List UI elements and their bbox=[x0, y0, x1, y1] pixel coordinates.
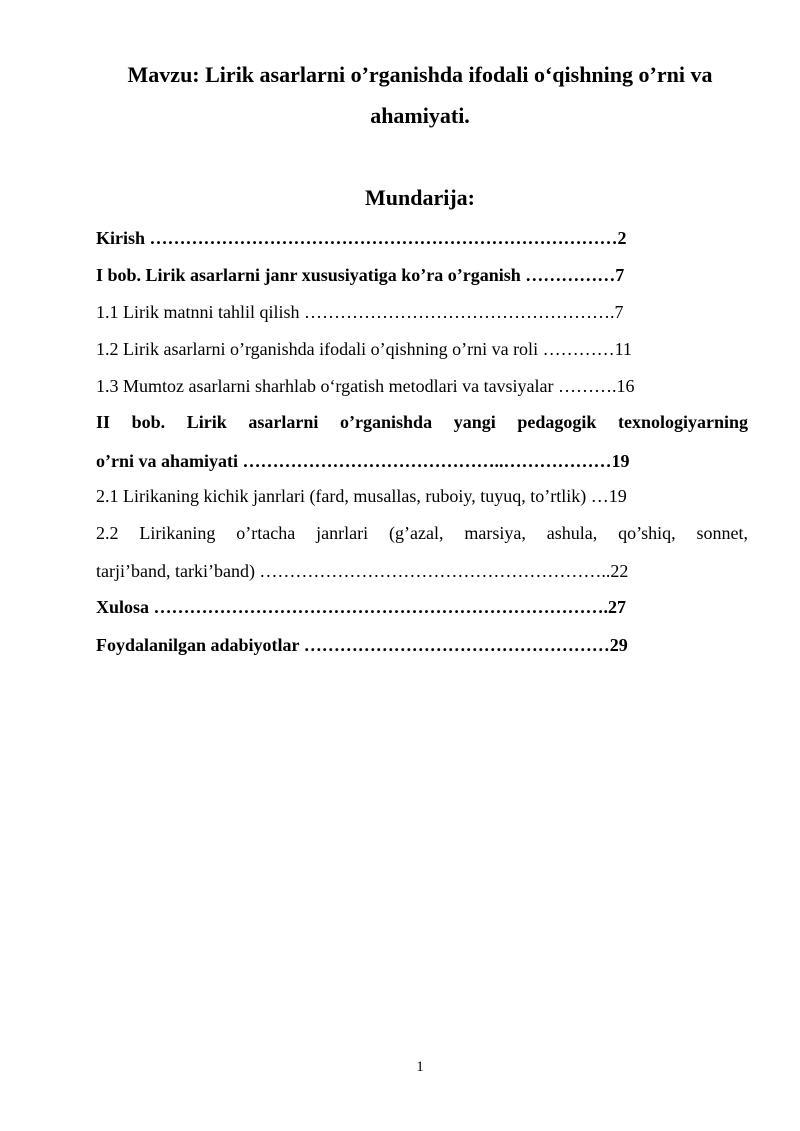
toc-entry-conclusion: Xulosa ………………………………………………………………….27 bbox=[96, 597, 627, 617]
toc-entry-section-2-1: 2.1 Lirikaning kichik janrlari (fard, musallas, ruboiy, tuyuq, to’rtlik) …19 bbox=[96, 486, 627, 506]
toc-heading: Mundarija: bbox=[365, 185, 475, 210]
toc-entry-section-2-2-line-1: 2.2 Lirikaning o’rtacha janrlari (g’azal, marsiya, ashula, qo’shiq, sonnet, bbox=[96, 523, 748, 543]
toc-entry-introduction: Kirish ……………………………………………………………………2 bbox=[96, 228, 627, 248]
toc-entry-references: Foydalanilgan adabiyotlar ……………………………………………29 bbox=[96, 635, 628, 655]
topic-title-line-1: Mavzu: Lirik asarlarni o’rganishda ifodali o‘qishning o’rni va bbox=[127, 62, 713, 87]
topic-title-line-2: ahamiyati. bbox=[370, 103, 470, 128]
toc-entry-chapter-2-line-2: o’rni va ahamiyati ……………………………………..………………19 bbox=[96, 451, 630, 471]
page-number: 1 bbox=[416, 1059, 424, 1075]
toc-entry-chapter-2-line-1: II bob. Lirik asarlarni o’rganishda yangi pedagogik texnologiyarning bbox=[96, 412, 748, 432]
toc-entry-section-1-2: 1.2 Lirik asarlarni o’rganishda ifodali o’qishning o’rni va roli …………11 bbox=[96, 339, 632, 359]
toc-entry-section-1-3: 1.3 Mumtoz asarlarni sharhlab o‘rgatish metodlari va tavsiyalar ……….16 bbox=[96, 376, 635, 396]
toc-entry-chapter-1: I bob. Lirik asarlarni janr xususiyatiga ko’ra o’rganish ……………7 bbox=[96, 265, 625, 285]
toc-entry-section-1-1: 1.1 Lirik matnni tahlil qilish …………………………………………….7 bbox=[96, 302, 624, 322]
toc-entry-section-2-2-line-2: tarji’band, tarki’band) …………………………………………………..22 bbox=[96, 561, 629, 581]
